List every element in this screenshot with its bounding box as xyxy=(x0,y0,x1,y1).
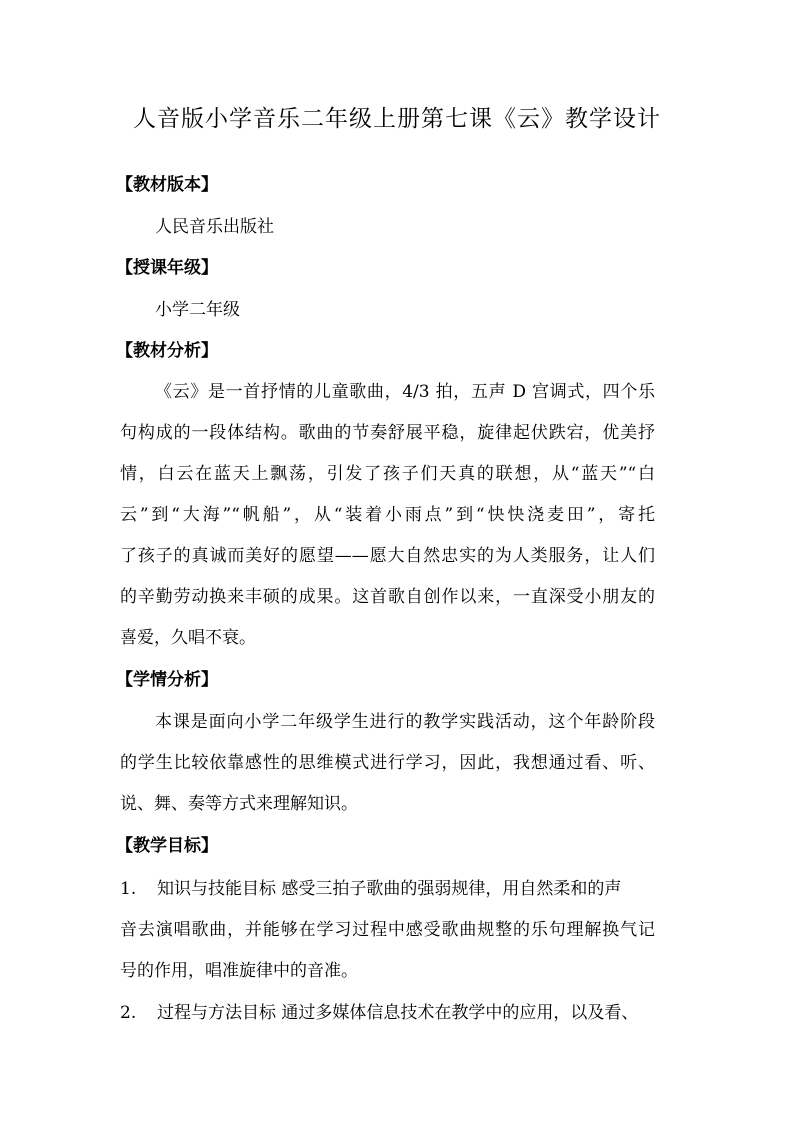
section-heading-textbook-analysis: 【教材分析】 xyxy=(116,341,218,361)
paragraph-line: 的学生比较依靠感性的思维模式进行学习，因此，我想通过看、听、 xyxy=(120,753,655,773)
section-heading-grade: 【授课年级】 xyxy=(116,258,218,278)
section-heading-student-analysis: 【学情分析】 xyxy=(116,670,218,690)
paragraph-line: 号的作用，唱准旋律中的音准。 xyxy=(120,961,358,981)
paragraph-line: 了孩子的真诚而美好的愿望——愿大自然忠实的为人类服务，让人们 xyxy=(120,546,655,566)
paragraph-line: 本课是面向小学二年级学生进行的教学实践活动，这个年龄阶段 xyxy=(155,712,655,732)
paragraph-line: 知识与技能目标 感受三拍子歌曲的强弱规律，用自然柔和的声 xyxy=(157,879,622,899)
paragraph-line: 人民音乐出版社 xyxy=(155,217,274,237)
paragraph-line: 句构成的一段体结构。歌曲的节奏舒展平稳，旋律起伏跌宕，优美抒 xyxy=(120,423,655,443)
goal-number: 1. xyxy=(120,879,137,899)
paragraph-line: 过程与方法目标 通过多媒体信息技术在教学中的应用，以及看、 xyxy=(157,1003,639,1023)
goal-number: 2. xyxy=(120,1003,137,1023)
paragraph-line: 云”到“大海”“帆船”，从“装着小雨点”到“快快浇麦田”，寄托 xyxy=(120,505,655,525)
paragraph-line: 喜爱，久唱不衰。 xyxy=(120,628,256,648)
paragraph-line: 情，白云在蓝天上飘荡，引发了孩子们天真的联想，从“蓝天”“白 xyxy=(120,464,655,484)
goal-item-2 xyxy=(120,998,655,1023)
section-heading-textbook-edition: 【教材版本】 xyxy=(116,175,218,195)
document-title: 人音版小学音乐二年级上册第七课《云》教学设计 xyxy=(133,106,661,132)
paragraph-line: 说、舞、奏等方式来理解知识。 xyxy=(120,794,358,814)
paragraph-line: 《云》是一首抒情的儿童歌曲，4/3 拍，五声 D 宫调式，四个乐 xyxy=(155,382,655,402)
paragraph-line: 的辛勤劳动换来丰硕的成果。这首歌自创作以来，一直深受小朋友的 xyxy=(120,587,655,607)
paragraph-line: 小学二年级 xyxy=(155,300,240,320)
section-heading-teaching-goals: 【教学目标】 xyxy=(116,836,218,856)
paragraph-line: 音去演唱歌曲，并能够在学习过程中感受歌曲规整的乐句理解换气记 xyxy=(120,920,655,940)
goal-item-1 xyxy=(120,874,655,899)
